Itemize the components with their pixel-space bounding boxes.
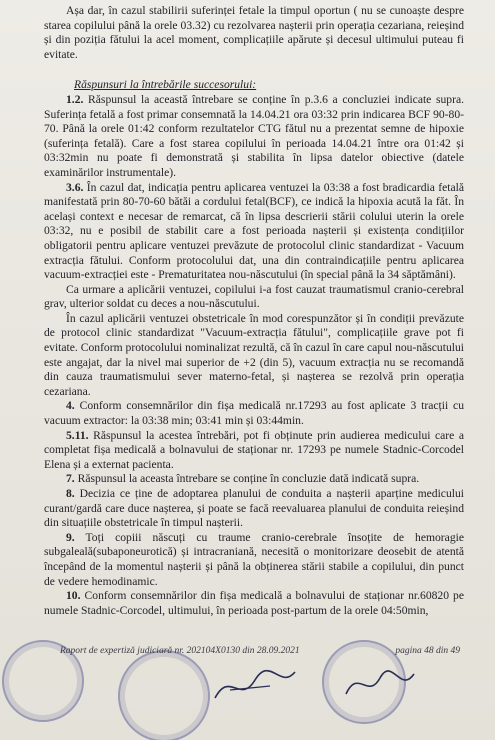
answer-text: Răspunsul la aceasta întrebare se conține în concluzie dată indicată supra. [77,472,420,486]
answer-number: 9. [66,530,75,544]
paragraph-gap [44,62,464,76]
footer-report-ref: Raport de expertiză judiciară nr. 202104X0130 din 28.09.2021 [60,646,300,656]
answer-number: 8. [66,487,75,500]
answer-paragraph [44,312,464,400]
answer-paragraph [44,472,464,487]
answer-paragraph [44,283,464,312]
answer-text: Răspunsul la această întrebare se conține în p.3.6 a concluziei indicate supra. Suferința fetală a fost primar consemnată la 14.04.21 ora 03:32 prin indicarea BCF 90-80-70. Până la orele 01:42 conform rezultatelor CTG fătul nu a prezentat semne de hipoxie (suferința fetală). Care a fost starea copilului în perioada 14.04.21 între ora 01:42 și 03:32min nu poate fi demonstrată și stabilita în lipsa datelor obiective (datele examinărilor instrumentale). [44,92,464,179]
signature-right [340,660,420,708]
answer-paragraph [44,93,464,181]
answer-paragraph [44,399,464,428]
signature-center [210,660,300,710]
answer-paragraph [44,487,464,531]
answer-number: 3.6. [66,180,84,194]
answer-number: 7. [66,472,75,486]
answer-text: Ca urmare a aplicării ventuzei, copilului i-a fost cauzat traumatismul cranio-cerebral grav, ulterior soldat cu deces a nou-născutului. [44,282,464,311]
answer-text: Toți copiii născuți cu traume cranio-cerebrale însoțite de hemoragie subgaleală(subaponeurotică) și intracraniană, necesită o monitorizare deosebit de atentă începând de la momentul nașterii și până la obținerea stării stabile a copilului, din punct de vedere hemodinamic. [44,530,464,588]
page-footer [60,646,460,656]
answer-paragraph [44,531,464,589]
section-heading: Răspunsuri la întrebările succesorului: [74,78,257,92]
stamp-seal-center [118,650,210,740]
answer-number: 4. [66,399,75,413]
answer-number: 10. [66,589,81,603]
answer-text: Decizia ce ține de adoptarea planului de conduita a nașterii aparține medicului curant/gardă care duce nașterea, și poate se facă reevaluarea planului de conduita reieșind din situațiile obstetricale în timpul nașterii. [44,487,464,530]
document-body [44,4,464,618]
answer-number: 5.11. [66,428,89,442]
answer-paragraph [44,429,464,473]
answer-text: Conform consemnărilor din fișa medicală a bolnavului de staționar nr.60820 pe numele Stadnic-Corcodel, ultimului, în perioada post-partum de la orele 04:50min, [44,589,464,617]
answer-text: Răspunsul la acestea întrebări, pot fi obținute prin audierea medicului care a completat fișa medicală a bolnavului de staționar nr. 17293 pe numele Stadnic-Corcodel Elena și a externat pacienta. [44,428,464,471]
answer-paragraph [44,589,464,618]
answer-paragraph [44,181,464,283]
answer-text: În cazul aplicării ventuzei obstetricale în mod corespunzător și în condiții prevăzute de protocol clinic standardizat "Vacuum-extracția fătului", complicațiile grave pot fi evitate. Conform protocolului nominalizat rezultă, că în cazul în care capul nou-născutului este angajat, dar la nivel mai superior de +2 (din 5), vacuum extracția nu se recomandă din cauza traumatismului sever materno-fetal, și nașterea se rezolvă prin operația cezariana. [44,311,464,398]
answer-text: Conform consemnărilor din fișa medicală nr.17293 au fost aplicate 3 tracții cu vacuum extractor: la 03:38 min; 03:41 min și 03:44min. [44,399,464,428]
answer-number: 1.2. [66,92,84,106]
answer-text: În cazul dat, indicația pentru aplicarea ventuzei la 03:38 a fost bradicardia fetală manifestată prin 80-70-60 bătăi a cordului fetal(BCF), ce indică la hipoxia acută la făt. În același context e necesar de remarcat, că în lipsa descrierii stării colului uterin la orele 03:32, nu e posibil de stabilit care a fost perioada nașterii și existența condițiilor obligatorii pentru aplicare ventuzei prevăzute de protocolul clinic standardizat - Vacuum extracția fătului. Conform protocolului dat, una din contraindicațiile pentru aplicarea vacuum-extracției este - Prematuritatea nou-născutului (în special până la 34 săptămâni). [44,180,464,282]
answers-list [44,93,464,618]
intro-paragraph: Așa dar, în cazul stabilirii suferinței fetale la timpul oportun ( nu se cunoaște despre starea copilului până la orele 03.32) cu rezolvarea nașterii prin operația cezariana, reieșind și din poziția fătului la acel moment, complicațiile apărute și decesul ultimului puteau fi evitate. [44,4,464,61]
footer-page-number: pagina 48 din 49 [395,646,460,656]
